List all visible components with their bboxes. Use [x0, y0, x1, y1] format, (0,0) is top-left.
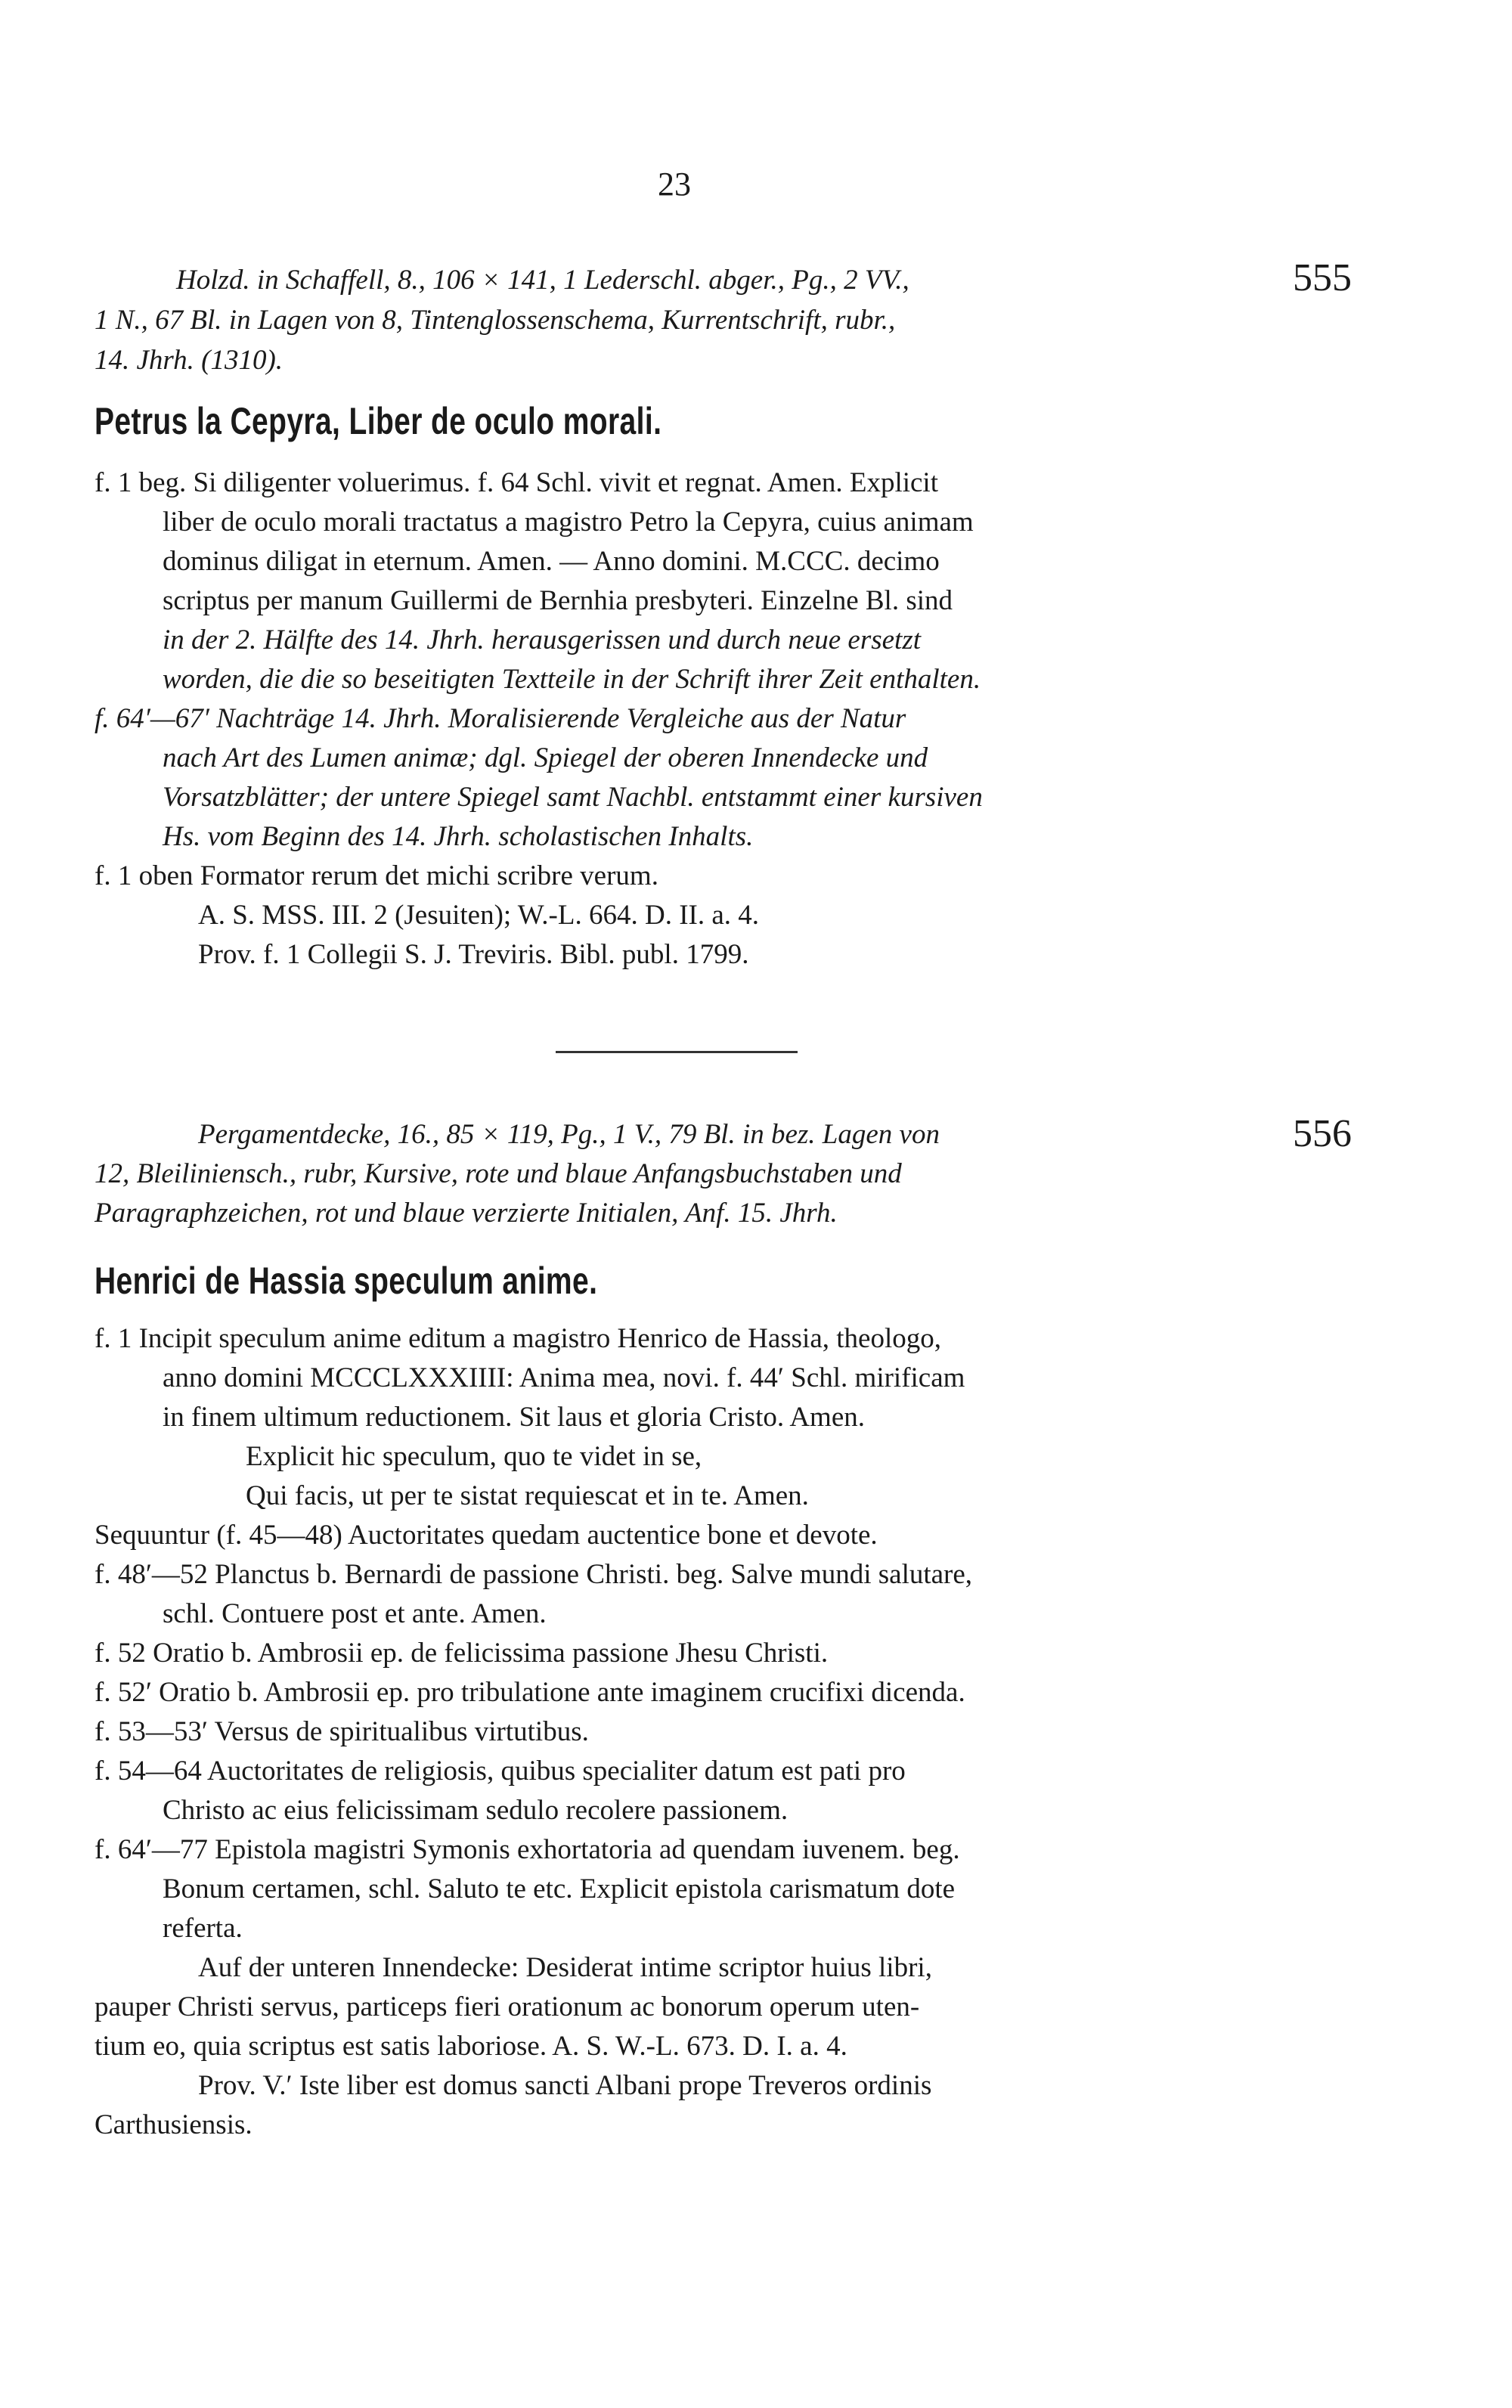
entry556-body-line: tium eo, quia scriptus est satis laboriose. A. S. W.-L. 673. D. I. a. 4. [94, 2031, 847, 2062]
entry556-body-line: f. 52 Oratio b. Ambrosii ep. de felicissima passione Jhesu Christi. [94, 1638, 829, 1669]
entry555-desc-line: 1 N., 67 Bl. in Lagen von 8, Tintenglossenschema, Kurrentschrift, rubr., [94, 305, 896, 336]
entry555-body-line: scriptus per manum Guillermi de Bernhia presbyteri. Einzelne Bl. sind [163, 585, 953, 616]
entry556-body-line: referta. [163, 1913, 243, 1944]
section-divider [556, 1051, 798, 1053]
entry556-body-line: f. 54—64 Auctoritates de religiosis, quibus specialiter datum est pati pro [94, 1756, 906, 1787]
entry556-body-line: Bonum certamen, schl. Saluto te etc. Explicit epistola carismatum dote [163, 1873, 956, 1904]
entry-number-556: 556 [1293, 1112, 1352, 1155]
entry555-body-line: dominus diligat in eternum. Amen. — Anno domini. M.CCC. decimo [163, 546, 940, 577]
entry555-title: Petrus la Cepyra, Liber de oculo morali. [94, 400, 662, 442]
entry556-body-line: Auf der unteren Innendecke: Desiderat intime scriptor huius libri, [198, 1952, 932, 1983]
entry555-body-line: f. 1 beg. Si diligenter voluerimus. f. 64 Schl. vivit et regnat. Amen. Explicit [94, 467, 938, 498]
entry556-desc-line: 12, Bleiliniensch., rubr, Kursive, rote und blaue Anfangsbuchstaben und [94, 1158, 902, 1189]
entry556-body-line: f. 1 Incipit speculum anime editum a magistro Henrico de Hassia, theologo, [94, 1323, 941, 1354]
entry556-body-line: anno domini MCCCLXXXIIII: Anima mea, novi. f. 44′ Schl. mirificam [163, 1362, 965, 1393]
entry556-body-line: schl. Contuere post et ante. Amen. [163, 1598, 547, 1629]
entry555-body-line: Vorsatzblätter; der untere Spiegel samt Nachbl. entstammt einer kursiven [163, 782, 983, 813]
entry556-verse-line: Explicit hic speculum, quo te videt in se, [246, 1441, 702, 1472]
entry556-body-line: f. 64′—77 Epistola magistri Symonis exhortatoria ad quendam iuvenem. beg. [94, 1834, 960, 1865]
entry-number-555: 555 [1293, 256, 1352, 299]
entry556-body-line: f. 53—53′ Versus de spiritualibus virtutibus. [94, 1716, 589, 1747]
entry556-body-line: Prov. V.′ Iste liber est domus sancti Albani prope Treveros ordinis [198, 2070, 932, 2101]
entry555-body-line: nach Art des Lumen animæ; dgl. Spiegel der oberen Innendecke und [163, 742, 928, 773]
entry555-body-line: f. 1 oben Formator rerum det michi scribre verum. [94, 860, 658, 891]
entry556-body-line: Christo ac eius felicissimam sedulo recolere passionem. [163, 1795, 789, 1826]
entry556-body-line: Sequuntur (f. 45—48) Auctoritates quedam auctentice bone et devote. [94, 1520, 878, 1551]
entry555-body-line: A. S. MSS. III. 2 (Jesuiten); W.-L. 664. D. II. a. 4. [198, 900, 760, 931]
entry555-body-line: Hs. vom Beginn des 14. Jhrh. scholastischen Inhalts. [163, 821, 754, 852]
entry555-body-line: liber de oculo morali tractatus a magistro Petro la Cepyra, cuius animam [163, 507, 974, 538]
entry556-body-line: in finem ultimum reductionem. Sit laus et gloria Cristo. Amen. [163, 1402, 865, 1433]
entry555-body-line: Prov. f. 1 Collegii S. J. Treviris. Bibl. publ. 1799. [198, 939, 749, 970]
entry556-body-line: f. 52′ Oratio b. Ambrosii ep. pro tribulatione ante imaginem crucifixi dicenda. [94, 1677, 965, 1708]
entry555-desc-line: Holzd. in Schaffell, 8., 106 × 141, 1 Lederschl. abger., Pg., 2 VV., [176, 265, 909, 296]
entry556-verse-line: Qui facis, ut per te sistat requiescat et in te. Amen. [246, 1480, 809, 1511]
entry556-body-line: pauper Christi servus, particeps fieri orationum ac bonorum operum uten- [94, 1991, 920, 2022]
page-number: 23 [658, 166, 691, 203]
entry556-desc-line: Paragraphzeichen, rot und blaue verzierte Initialen, Anf. 15. Jhrh. [94, 1198, 838, 1229]
entry556-body-line: f. 48′—52 Planctus b. Bernardi de passione Christi. beg. Salve mundi salutare, [94, 1559, 973, 1590]
entry556-title: Henrici de Hassia speculum anime. [94, 1260, 598, 1302]
entry556-desc-line: Pergamentdecke, 16., 85 × 119, Pg., 1 V., 79 Bl. in bez. Lagen von [198, 1119, 940, 1150]
entry555-desc-line: 14. Jhrh. (1310). [94, 345, 284, 376]
entry555-body-line: in der 2. Hälfte des 14. Jhrh. herausgerissen und durch neue ersetzt [163, 624, 921, 655]
entry555-body-line: f. 64′—67′ Nachträge 14. Jhrh. Moralisierende Vergleiche aus der Natur [94, 703, 906, 734]
entry556-body-line: Carthusiensis. [94, 2109, 253, 2140]
entry555-body-line: worden, die die so beseitigten Textteile in der Schrift ihrer Zeit enthalten. [163, 664, 981, 695]
